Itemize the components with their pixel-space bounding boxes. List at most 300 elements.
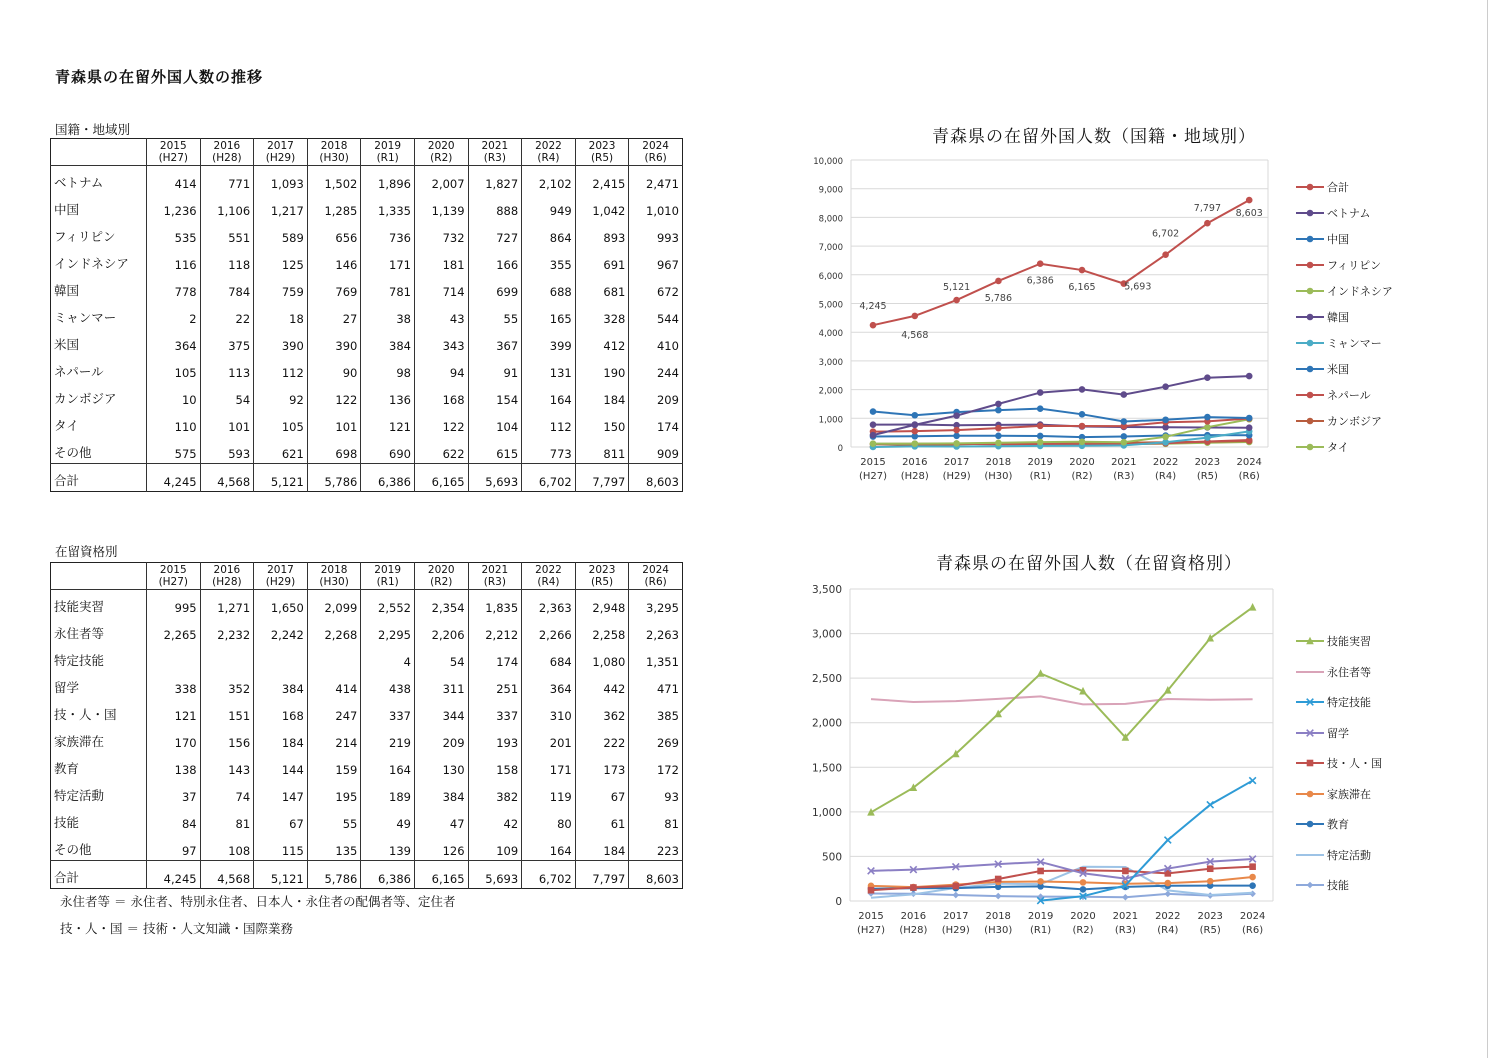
nationality-chart-data-point xyxy=(1121,439,1128,446)
status-chart-x-tick-label: 2023 xyxy=(1197,911,1223,922)
nationality-cell: 94 xyxy=(414,355,468,382)
status-chart-series-line xyxy=(871,696,1253,704)
nationality-chart-legend-swatch xyxy=(1296,286,1324,296)
nationality-chart-y-tick-label: 0 xyxy=(837,444,843,454)
nationality-cell: 909 xyxy=(629,436,683,464)
status-cell: 251 xyxy=(468,671,522,698)
chart-title-status: 青森県の在留外国人数（在留資格別） xyxy=(936,554,1242,574)
nationality-row-label: フィリピン xyxy=(54,229,116,244)
status-cell: 4,568 xyxy=(200,861,254,889)
nationality-chart-data-point xyxy=(1121,418,1128,425)
nationality-chart-data-point xyxy=(953,412,960,419)
nationality-chart-legend-swatch xyxy=(1296,182,1324,192)
status-cell: 2,242 xyxy=(254,617,308,644)
status-chart-y-tick-label: 1,000 xyxy=(811,806,842,819)
nationality-cell: 8,603 xyxy=(629,464,683,492)
status-cell: 61 xyxy=(575,806,629,833)
status-chart-y-tick-label: 3,500 xyxy=(811,584,842,596)
status-cell: 344 xyxy=(414,698,468,725)
nationality-chart-x-tick-label: (R6) xyxy=(1238,471,1260,482)
nationality-cell: 116 xyxy=(147,247,201,274)
nationality-cell: 888 xyxy=(468,193,522,220)
status-chart-data-point xyxy=(1249,777,1256,784)
status-chart-x-tick-label: (R6) xyxy=(1242,925,1264,936)
status-cell: 81 xyxy=(200,806,254,833)
status-cell: 1,351 xyxy=(629,644,683,671)
nationality-cell: 1,827 xyxy=(468,166,522,194)
nationality-chart-data-point xyxy=(1162,416,1169,423)
status-cell: 6,702 xyxy=(522,861,576,889)
nationality-cell: 7,797 xyxy=(575,464,629,492)
nationality-chart-data-point xyxy=(1162,383,1169,390)
nationality-chart-y-tick-label: 7,000 xyxy=(818,243,843,254)
status-cell: 6,386 xyxy=(361,861,415,889)
status-year-header: 2020 (R2) xyxy=(414,563,468,590)
status-cell: 121 xyxy=(147,698,201,725)
status-cell: 109 xyxy=(468,833,522,861)
status-year-header: 2021 (R3) xyxy=(468,563,522,590)
status-chart-x-tick-label: 2015 xyxy=(858,911,884,922)
nationality-chart-legend-item xyxy=(1296,252,1393,278)
nationality-chart-legend-label: カンボジア xyxy=(1327,415,1382,428)
status-cell: 138 xyxy=(147,752,201,779)
nationality-chart-data-label: 5,693 xyxy=(1124,281,1152,293)
status-cell: 1,835 xyxy=(468,590,522,618)
status-cell: 438 xyxy=(361,671,415,698)
nationality-cell: 125 xyxy=(254,247,308,274)
nationality-chart-data-point xyxy=(953,433,960,440)
nationality-chart-data-point xyxy=(1037,433,1044,440)
status-cell: 2,295 xyxy=(361,617,415,644)
nationality-cell: 864 xyxy=(522,220,576,247)
nationality-cell: 1,502 xyxy=(307,166,361,194)
nationality-chart-data-point xyxy=(870,440,877,447)
nationality-cell: 154 xyxy=(468,382,522,409)
status-row-label: 永住者等 xyxy=(54,626,105,641)
nationality-chart-data-point xyxy=(1121,433,1128,440)
status-cell: 684 xyxy=(522,644,576,671)
nationality-row-label: 韓国 xyxy=(54,283,80,298)
status-cell: 164 xyxy=(361,752,415,779)
nationality-chart-y-tick-label: 6,000 xyxy=(818,271,843,282)
nationality-cell: 105 xyxy=(254,409,308,436)
nationality-cell: 104 xyxy=(468,409,522,436)
nationality-cell: 190 xyxy=(575,355,629,382)
status-cell: 2,266 xyxy=(522,617,576,644)
nationality-chart-legend-swatch xyxy=(1296,416,1324,426)
status-chart-legend-item xyxy=(1296,840,1382,871)
nationality-cell: 390 xyxy=(307,328,361,355)
nationality-cell: 6,386 xyxy=(361,464,415,492)
nationality-chart-data-point xyxy=(1079,439,1086,446)
status-table-label: 在留資格別 xyxy=(55,544,118,559)
status-year-header: 2018 (H30) xyxy=(307,563,361,590)
nationality-cell: 244 xyxy=(629,355,683,382)
status-cell: 310 xyxy=(522,698,576,725)
nationality-row-label: ミャンマー xyxy=(54,310,117,325)
status-chart-x-tick-label: (H27) xyxy=(856,925,886,936)
nationality-chart-data-point xyxy=(995,440,1002,447)
nationality-chart-legend-item xyxy=(1296,200,1393,226)
status-chart-data-point xyxy=(1037,878,1044,885)
status-cell: 139 xyxy=(361,833,415,861)
nationality-chart-legend-item xyxy=(1296,330,1393,356)
status-chart-data-point xyxy=(1249,874,1256,881)
nationality-row-label: その他 xyxy=(54,445,92,460)
nationality-cell: 121 xyxy=(361,409,415,436)
nationality-cell: 781 xyxy=(361,274,415,301)
nationality-chart-series-line xyxy=(873,435,1249,437)
nationality-chart-x-tick-label: (H28) xyxy=(900,471,929,482)
nationality-cell: 551 xyxy=(200,220,254,247)
status-chart-y-tick-label: 3,000 xyxy=(811,628,842,641)
status-chart-data-point xyxy=(1249,863,1256,870)
status-chart-legend-swatch xyxy=(1296,789,1324,799)
status-year-header: 2016 (H28) xyxy=(200,563,254,590)
status-cell: 47 xyxy=(414,806,468,833)
status-cell: 269 xyxy=(629,725,683,752)
nationality-year-header: 2021 (R3) xyxy=(468,139,522,166)
nationality-year-header: 2022 (R4) xyxy=(522,139,576,166)
status-cell: 2,099 xyxy=(307,590,361,618)
nationality-cell: 2,007 xyxy=(414,166,468,194)
status-chart-legend-item xyxy=(1296,809,1382,840)
status-cell: 247 xyxy=(307,698,361,725)
nationality-chart-legend-item xyxy=(1296,356,1393,382)
status-chart-data-point xyxy=(1249,882,1256,889)
nationality-cell: 778 xyxy=(147,274,201,301)
nationality-cell: 1,106 xyxy=(200,193,254,220)
status-chart-legend-label: 永住者等 xyxy=(1327,665,1371,679)
nationality-chart-legend-label: ネパール xyxy=(1327,389,1371,402)
status-cell: 164 xyxy=(522,833,576,861)
nationality-cell: 165 xyxy=(522,301,576,328)
status-cell: 364 xyxy=(522,671,576,698)
nationality-cell: 171 xyxy=(361,247,415,274)
status-chart-legend-item xyxy=(1296,870,1382,901)
nationality-chart-data-point xyxy=(1246,197,1253,204)
nationality-cell: 410 xyxy=(629,328,683,355)
status-chart-legend-swatch xyxy=(1296,697,1324,707)
nationality-chart-data-point xyxy=(953,440,960,447)
nationality-cell: 22 xyxy=(200,301,254,328)
status-chart-x-tick-label: 2017 xyxy=(943,911,969,922)
status-cell: 4 xyxy=(361,644,415,671)
status-chart-legend-label: 技能 xyxy=(1327,879,1349,893)
nationality-cell: 544 xyxy=(629,301,683,328)
status-cell: 81 xyxy=(629,806,683,833)
nationality-cell: 5,121 xyxy=(254,464,308,492)
nationality-chart-series-line xyxy=(873,200,1249,325)
nationality-cell: 993 xyxy=(629,220,683,247)
status-cell: 42 xyxy=(468,806,522,833)
nationality-cell: 690 xyxy=(361,436,415,464)
nationality-chart-data-label: 4,245 xyxy=(859,301,887,313)
nationality-chart-data-label: 8,603 xyxy=(1235,208,1263,220)
nationality-chart-data-point xyxy=(995,401,1002,408)
status-row-label: 技・人・国 xyxy=(54,707,117,722)
nationality-chart-data-point xyxy=(870,408,877,415)
nationality-chart-y-tick-label: 3,000 xyxy=(818,357,843,368)
nationality-chart-x-tick-label: 2023 xyxy=(1194,457,1221,468)
status-cell: 337 xyxy=(468,698,522,725)
status-cell: 201 xyxy=(522,725,576,752)
nationality-cell: 110 xyxy=(147,409,201,436)
nationality-chart-x-tick-label: (R4) xyxy=(1155,471,1177,482)
status-row-label: その他 xyxy=(54,842,92,857)
status-cell: 170 xyxy=(147,725,201,752)
status-chart-legend-item xyxy=(1296,626,1382,657)
status-cell: 119 xyxy=(522,779,576,806)
status-chart-data-point xyxy=(1122,868,1129,875)
status-chart-x-tick-label: 2021 xyxy=(1112,911,1139,922)
status-row-label: 家族滞在 xyxy=(54,734,105,749)
status-cell: 2,948 xyxy=(575,590,629,618)
nationality-chart-legend-swatch xyxy=(1296,260,1324,270)
nationality-cell: 698 xyxy=(307,436,361,464)
nationality-cell: 343 xyxy=(414,328,468,355)
nationality-chart-x-tick-label: 2021 xyxy=(1111,457,1137,468)
nationality-chart-data-point xyxy=(1246,373,1253,380)
status-cell: 384 xyxy=(414,779,468,806)
nationality-cell: 773 xyxy=(522,436,576,464)
nationality-cell: 38 xyxy=(361,301,415,328)
status-chart-data-point xyxy=(1249,603,1257,611)
nationality-chart-legend-item xyxy=(1296,174,1393,200)
nationality-cell: 2,102 xyxy=(522,166,576,194)
status-cell: 362 xyxy=(575,698,629,725)
status-chart-data-point xyxy=(1207,878,1214,885)
nationality-chart-legend-item xyxy=(1296,408,1393,434)
nationality-cell: 615 xyxy=(468,436,522,464)
nationality-cell: 209 xyxy=(629,382,683,409)
status-year-header: 2019 (R1) xyxy=(361,563,415,590)
nationality-chart-data-point xyxy=(1204,414,1211,421)
status-cell: 147 xyxy=(254,779,308,806)
nationality-chart-y-tick-label: 10,000 xyxy=(813,157,843,167)
nationality-cell: 43 xyxy=(414,301,468,328)
status-cell: 382 xyxy=(468,779,522,806)
nationality-cell: 399 xyxy=(522,328,576,355)
nationality-chart-x-tick-label: (R5) xyxy=(1196,471,1218,482)
nationality-chart-data-point xyxy=(912,422,919,429)
status-chart-legend-label: 家族滞在 xyxy=(1327,787,1371,801)
status-year-header: 2017 (H29) xyxy=(254,563,308,590)
status-cell: 156 xyxy=(200,725,254,752)
status-cell: 158 xyxy=(468,752,522,779)
nationality-chart-data-point xyxy=(1246,424,1253,431)
page-title: 青森県の在留外国人数の推移 xyxy=(55,68,264,86)
nationality-cell: 893 xyxy=(575,220,629,247)
status-cell: 5,693 xyxy=(468,861,522,889)
status-chart-legend-swatch xyxy=(1296,758,1324,768)
nationality-cell: 732 xyxy=(414,220,468,247)
nationality-chart-data-point xyxy=(1037,423,1044,430)
nationality-cell: 5,693 xyxy=(468,464,522,492)
nationality-chart-x-tick-label: (R1) xyxy=(1029,471,1051,482)
status-cell: 55 xyxy=(307,806,361,833)
nationality-cell: 390 xyxy=(254,328,308,355)
nationality-chart-legend-label: フィリピン xyxy=(1327,259,1382,272)
nationality-chart-x-tick-label: 2016 xyxy=(902,457,928,468)
nationality-chart-data-label: 6,386 xyxy=(1026,275,1054,287)
nationality-chart-x-tick-label: (R2) xyxy=(1071,471,1093,482)
status-chart-x-tick-label: (R3) xyxy=(1114,925,1136,936)
chart-title-nationality: 青森県の在留外国人数（国籍・地域別） xyxy=(932,127,1256,147)
status-cell: 108 xyxy=(200,833,254,861)
nationality-chart-data-label: 6,702 xyxy=(1151,228,1180,240)
status-chart-y-tick-label: 1,500 xyxy=(811,762,842,775)
nationality-chart-data-point xyxy=(912,412,919,419)
nationality-cell: 691 xyxy=(575,247,629,274)
nationality-chart-legend-item xyxy=(1296,434,1393,460)
nationality-cell: 622 xyxy=(414,436,468,464)
nationality-cell: 412 xyxy=(575,328,629,355)
nationality-chart-x-tick-label: (H29) xyxy=(942,471,971,482)
nationality-chart-legend-label: インドネシア xyxy=(1327,285,1393,298)
nationality-chart-legend-swatch xyxy=(1296,442,1324,452)
nationality-year-header: 2024 (R6) xyxy=(629,139,683,166)
status-cell: 168 xyxy=(254,698,308,725)
nationality-cell: 136 xyxy=(361,382,415,409)
status-chart-legend-label: 特定活動 xyxy=(1327,848,1371,862)
nationality-cell: 784 xyxy=(200,274,254,301)
status-chart-legend-swatch xyxy=(1296,728,1324,738)
nationality-year-header: 2016 (H28) xyxy=(200,139,254,166)
nationality-row-label: 中国 xyxy=(54,202,80,217)
status-chart-data-point xyxy=(1165,837,1172,844)
nationality-chart-data-point xyxy=(1204,424,1211,431)
nationality-chart-x-tick-label: 2017 xyxy=(943,457,970,468)
status-cell: 2,212 xyxy=(468,617,522,644)
status-row-label: 教育 xyxy=(54,761,80,776)
status-cell: 144 xyxy=(254,752,308,779)
status-chart-data-point xyxy=(995,876,1002,883)
nationality-cell: 727 xyxy=(468,220,522,247)
nationality-cell: 2,415 xyxy=(575,166,629,194)
nationality-chart-legend-swatch xyxy=(1296,208,1324,218)
status-cell: 159 xyxy=(307,752,361,779)
status-cell: 338 xyxy=(147,671,201,698)
nationality-cell: 759 xyxy=(254,274,308,301)
status-cell: 4,245 xyxy=(147,861,201,889)
status-cell: 84 xyxy=(147,806,201,833)
status-cell: 74 xyxy=(200,779,254,806)
nationality-cell: 672 xyxy=(629,274,683,301)
status-chart-x-tick-label: 2024 xyxy=(1239,911,1266,922)
status-cell: 130 xyxy=(414,752,468,779)
nationality-cell: 2 xyxy=(147,301,201,328)
nationality-row-label: ネパール xyxy=(54,364,104,379)
status-chart-x-tick-label: 2018 xyxy=(985,911,1011,922)
nationality-cell: 98 xyxy=(361,355,415,382)
nationality-chart-legend-label: ベトナム xyxy=(1327,207,1371,220)
status-cell: 311 xyxy=(414,671,468,698)
nationality-cell: 150 xyxy=(575,409,629,436)
nationality-cell: 168 xyxy=(414,382,468,409)
nationality-cell: 6,702 xyxy=(522,464,576,492)
status-cell: 151 xyxy=(200,698,254,725)
nationality-cell: 101 xyxy=(307,409,361,436)
status-chart-x-tick-label: (R4) xyxy=(1157,925,1179,936)
status-chart-x-tick-label: (H30) xyxy=(984,925,1013,936)
nationality-cell: 122 xyxy=(414,409,468,436)
nationality-chart-data-point xyxy=(1246,415,1253,422)
nationality-chart-legend-label: 中国 xyxy=(1327,233,1349,246)
nationality-cell: 166 xyxy=(468,247,522,274)
status-cell: 219 xyxy=(361,725,415,752)
nationality-cell: 54 xyxy=(200,382,254,409)
status-cell: 143 xyxy=(200,752,254,779)
nationality-chart-data-point xyxy=(1037,260,1044,267)
status-cell: 37 xyxy=(147,779,201,806)
status-cell: 173 xyxy=(575,752,629,779)
nationality-cell: 656 xyxy=(307,220,361,247)
status-row-label: 留学 xyxy=(54,680,80,695)
status-cell: 2,552 xyxy=(361,590,415,618)
nationality-cell: 688 xyxy=(522,274,576,301)
nationality-chart-legend-swatch xyxy=(1296,234,1324,244)
nationality-cell: 164 xyxy=(522,382,576,409)
status-chart-legend-swatch xyxy=(1296,667,1324,677)
nationality-cell: 699 xyxy=(468,274,522,301)
nationality-year-header: 2015 (H27) xyxy=(147,139,201,166)
nationality-chart-data-label: 5,786 xyxy=(984,292,1013,304)
status-chart-data-point xyxy=(1080,886,1087,893)
status-chart-legend-label: 留学 xyxy=(1327,726,1349,740)
status-cell: 2,265 xyxy=(147,617,201,644)
status-chart-data-point xyxy=(1122,894,1129,901)
nationality-cell: 414 xyxy=(147,166,201,194)
nationality-chart-x-tick-label: (H30) xyxy=(984,471,1013,482)
status-cell: 2,363 xyxy=(522,590,576,618)
status-cell: 6,165 xyxy=(414,861,468,889)
nationality-chart-data-label: 4,568 xyxy=(901,329,929,341)
nationality-chart-legend-item xyxy=(1296,304,1393,330)
nationality-cell: 10 xyxy=(147,382,201,409)
status-chart-y-tick-label: 2,000 xyxy=(811,717,842,730)
nationality-row-label: インドネシア xyxy=(54,256,129,271)
nationality-chart-series-line xyxy=(873,409,1249,422)
nationality-chart-x-tick-label: (H27) xyxy=(858,471,888,482)
nationality-cell: 811 xyxy=(575,436,629,464)
status-cell: 2,263 xyxy=(629,617,683,644)
status-chart-x-tick-label: 2019 xyxy=(1027,911,1054,922)
nationality-cell: 364 xyxy=(147,328,201,355)
nationality-chart-data-point xyxy=(912,440,919,447)
nationality-cell: 1,236 xyxy=(147,193,201,220)
nationality-chart-data-point xyxy=(995,278,1002,285)
nationality-chart-legend-label: ミャンマー xyxy=(1327,337,1382,350)
status-chart-legend-item xyxy=(1296,779,1382,810)
nationality-chart-y-tick-label: 4,000 xyxy=(818,329,843,340)
status-cell: 222 xyxy=(575,725,629,752)
status-chart-legend-item xyxy=(1296,657,1382,688)
status-chart-x-tick-label: (R1) xyxy=(1030,925,1052,936)
nationality-chart-legend-label: 韓国 xyxy=(1327,311,1349,324)
status-chart-x-tick-label: (R5) xyxy=(1199,925,1221,936)
nationality-chart-data-point xyxy=(1079,423,1086,430)
nationality-cell: 146 xyxy=(307,247,361,274)
status-cell: 471 xyxy=(629,671,683,698)
nationality-chart-data-point xyxy=(870,322,877,329)
nationality-cell: 105 xyxy=(147,355,201,382)
status-cell: 209 xyxy=(414,725,468,752)
nationality-cell: 328 xyxy=(575,301,629,328)
nationality-cell: 92 xyxy=(254,382,308,409)
nationality-cell: 1,217 xyxy=(254,193,308,220)
status-cell: 2,354 xyxy=(414,590,468,618)
